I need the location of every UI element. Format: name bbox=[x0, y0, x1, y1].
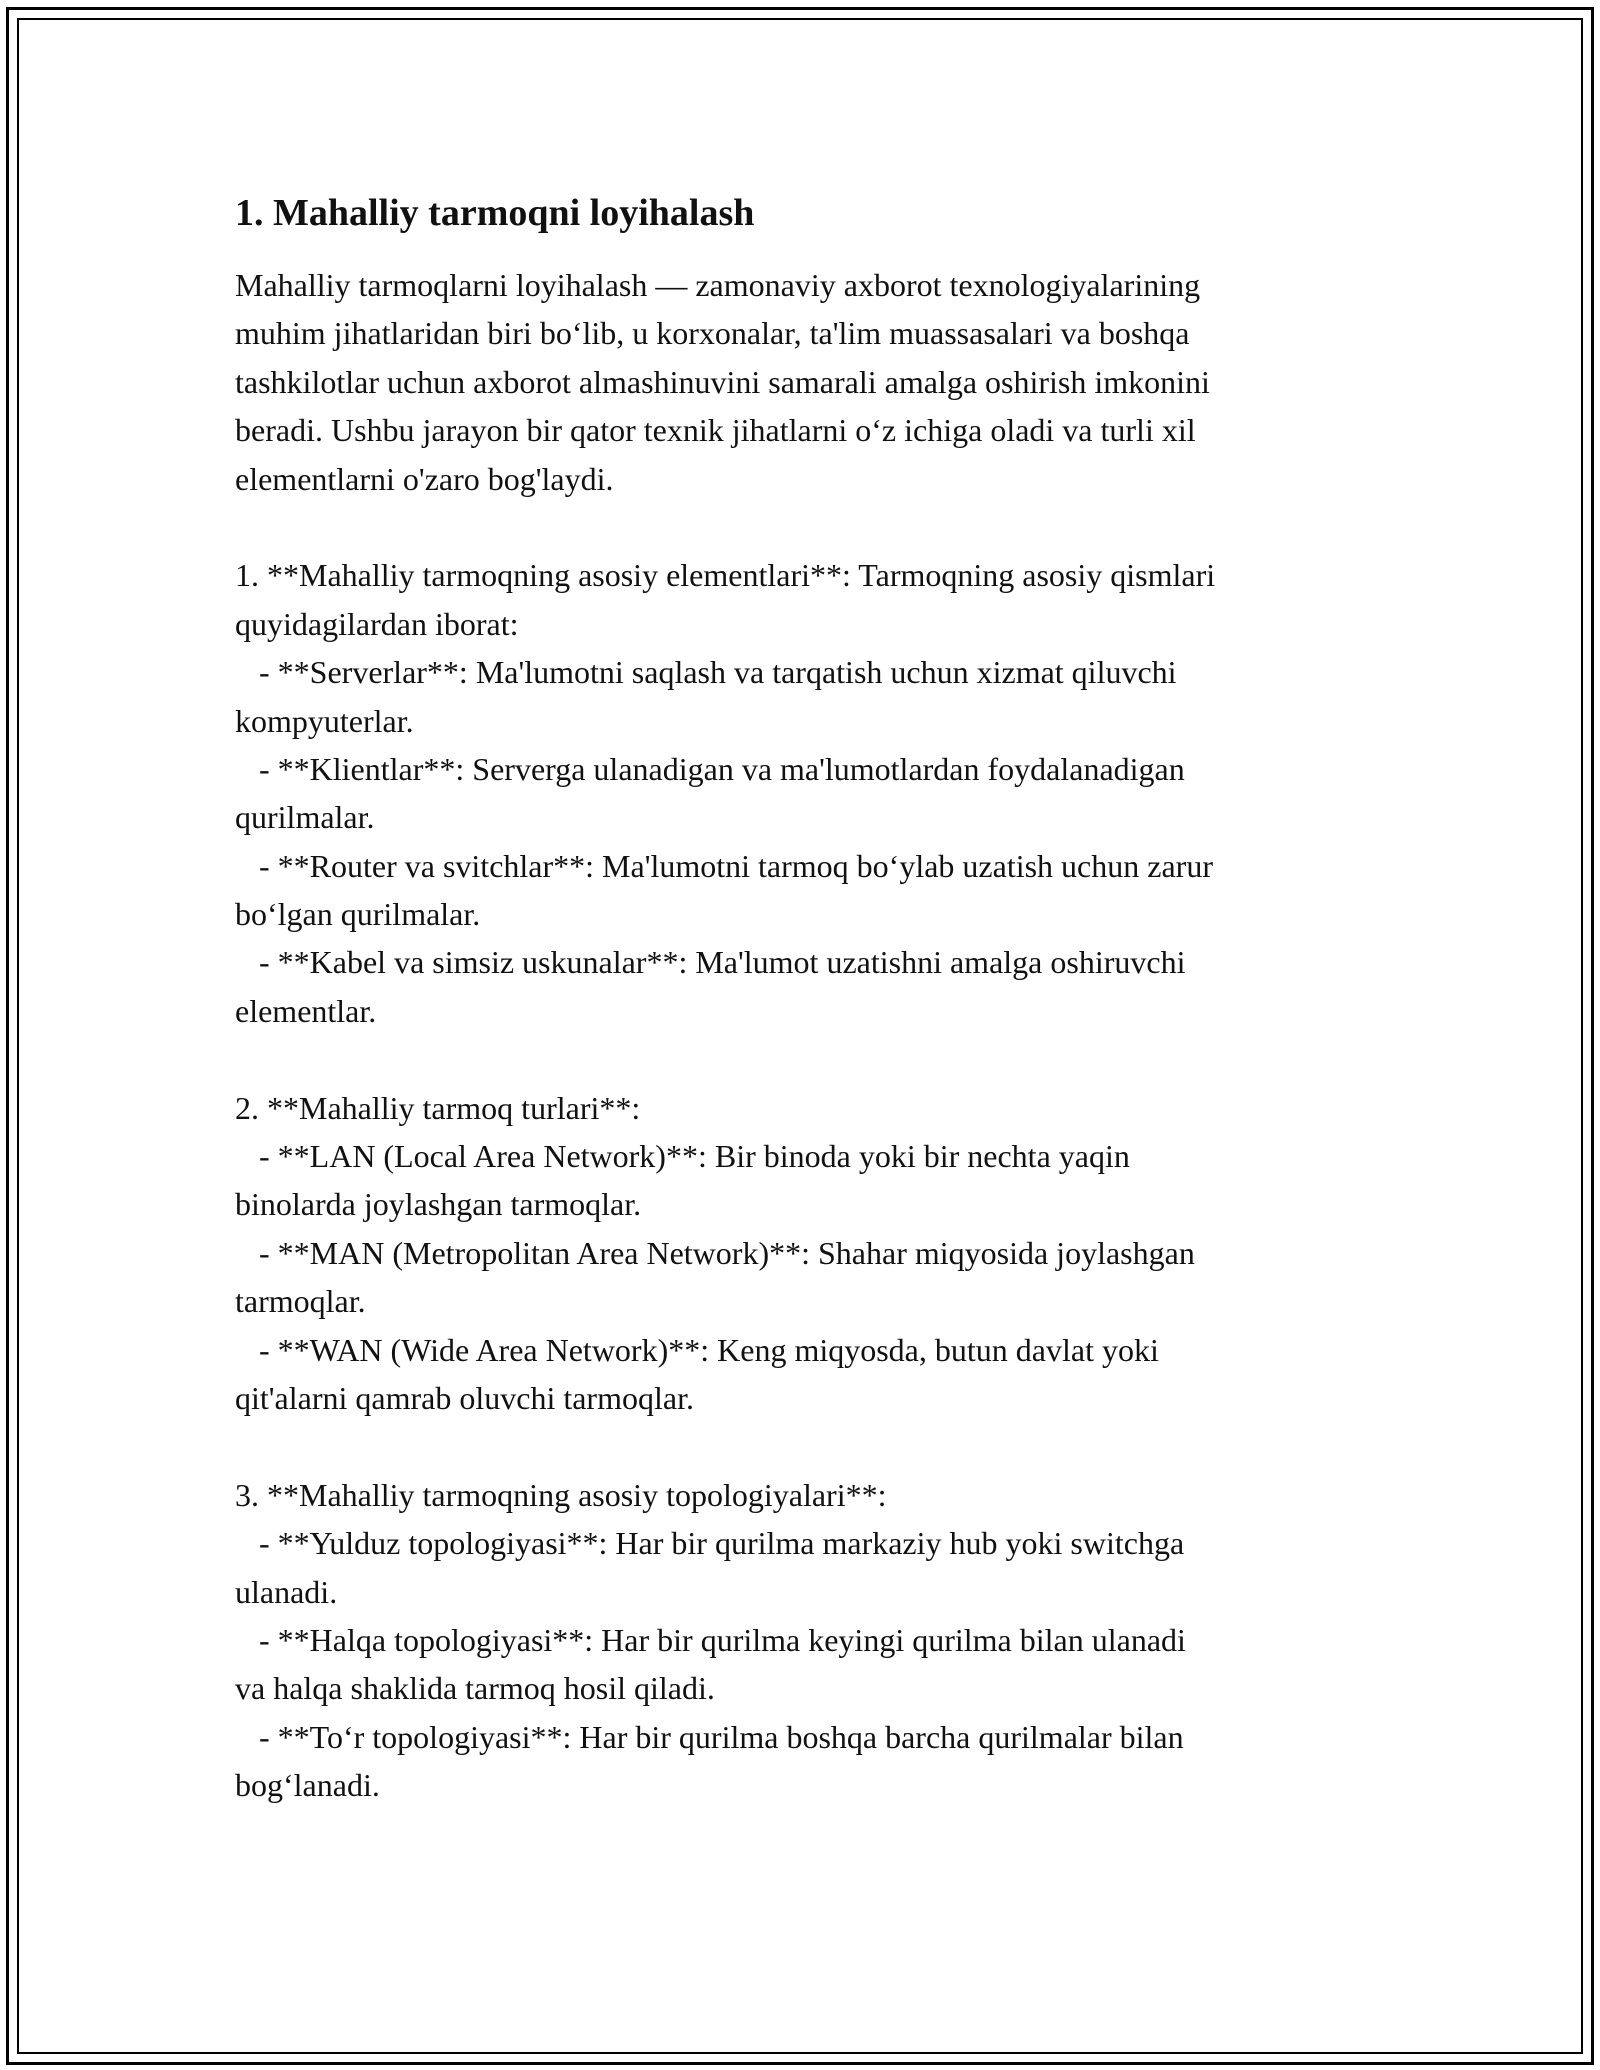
text-line: elementlarni o'zaro bog'laydi. bbox=[235, 460, 614, 497]
list-item: - **Kabel va simsiz uskunalar**: Ma'lumot uzatishni amalga oshiruvchi bbox=[235, 944, 1186, 981]
text-line: tashkilotlar uchun axborot almashinuvini samarali amalga oshirish imkonini bbox=[235, 363, 1210, 400]
list-item: - **Halqa topologiyasi**: Har bir qurilma keyingi qurilma bilan ulanadi bbox=[235, 1621, 1186, 1658]
list-heading: 1. **Mahalliy tarmoqning asosiy elementlari**: Tarmoqning asosiy qismlari bbox=[235, 557, 1216, 594]
list-item: - **Klientlar**: Serverga ulanadigan va ma'lumotlardan foydalanadigan bbox=[235, 750, 1185, 787]
text-line: muhim jihatlaridan biri bo‘lib, u korxonalar, ta'lim muassasalari va boshqa bbox=[235, 315, 1190, 352]
list-item: - **LAN (Local Area Network)**: Bir binoda yoki bir nechta yaqin bbox=[235, 1138, 1130, 1175]
list-item: - **WAN (Wide Area Network)**: Keng miqyosda, butun davlat yoki bbox=[235, 1331, 1159, 1368]
text-line: quyidagilardan iborat: bbox=[235, 605, 519, 642]
text-line: tarmoqlar. bbox=[235, 1283, 366, 1320]
text-line: ulanadi. bbox=[235, 1573, 338, 1610]
list-item: - **Router va svitchlar**: Ma'lumotni tarmoq bo‘ylab uzatish uchun zarur bbox=[235, 847, 1213, 884]
list-item: - **MAN (Metropolitan Area Network)**: Shahar miqyosida joylashgan bbox=[235, 1234, 1195, 1271]
list-item: - **Serverlar**: Ma'lumotni saqlash va tarqatish uchun xizmat qiluvchi bbox=[235, 654, 1177, 691]
text-line: bo‘lgan qurilmalar. bbox=[235, 896, 481, 933]
section-topologies bbox=[235, 1471, 1375, 1810]
paragraph-gap bbox=[235, 1035, 1375, 1083]
section-network-types bbox=[235, 1084, 1375, 1423]
text-line: bog‘lanadi. bbox=[235, 1767, 380, 1804]
text-line: qit'alarni qamrab oluvchi tarmoqlar. bbox=[235, 1379, 694, 1416]
list-item: - **Yulduz topologiyasi**: Har bir qurilma markaziy hub yoki switchga bbox=[235, 1525, 1185, 1562]
paragraph-gap bbox=[235, 1422, 1375, 1470]
text-line: Mahalliy tarmoqlarni loyihalash — zamonaviy axborot texnologiyalarining bbox=[235, 267, 1201, 303]
paragraph-gap bbox=[235, 503, 1375, 551]
text-line: va halqa shaklida tarmoq hosil qiladi. bbox=[235, 1670, 715, 1707]
text-line: elementlar. bbox=[235, 992, 377, 1029]
page-title: 1. Mahalliy tarmoqni loyihalash bbox=[235, 192, 755, 234]
text-line: qurilmalar. bbox=[235, 799, 375, 836]
list-item: - **To‘r topologiyasi**: Har bir qurilma boshqa barcha qurilmalar bilan bbox=[235, 1718, 1184, 1755]
text-line: kompyuterlar. bbox=[235, 702, 414, 739]
list-heading: 2. **Mahalliy tarmoq turlari**: bbox=[235, 1089, 641, 1126]
text-line: binolarda joylashgan tarmoqlar. bbox=[235, 1186, 642, 1223]
intro-paragraph bbox=[235, 261, 1375, 503]
section-elements bbox=[235, 551, 1375, 1035]
document-page bbox=[235, 185, 1375, 1810]
text-line: beradi. Ushbu jarayon bir qator texnik jihatlarni o‘z ichiga oladi va turli xil bbox=[235, 412, 1196, 449]
list-heading: 3. **Mahalliy tarmoqning asosiy topologiyalari**: bbox=[235, 1476, 887, 1513]
